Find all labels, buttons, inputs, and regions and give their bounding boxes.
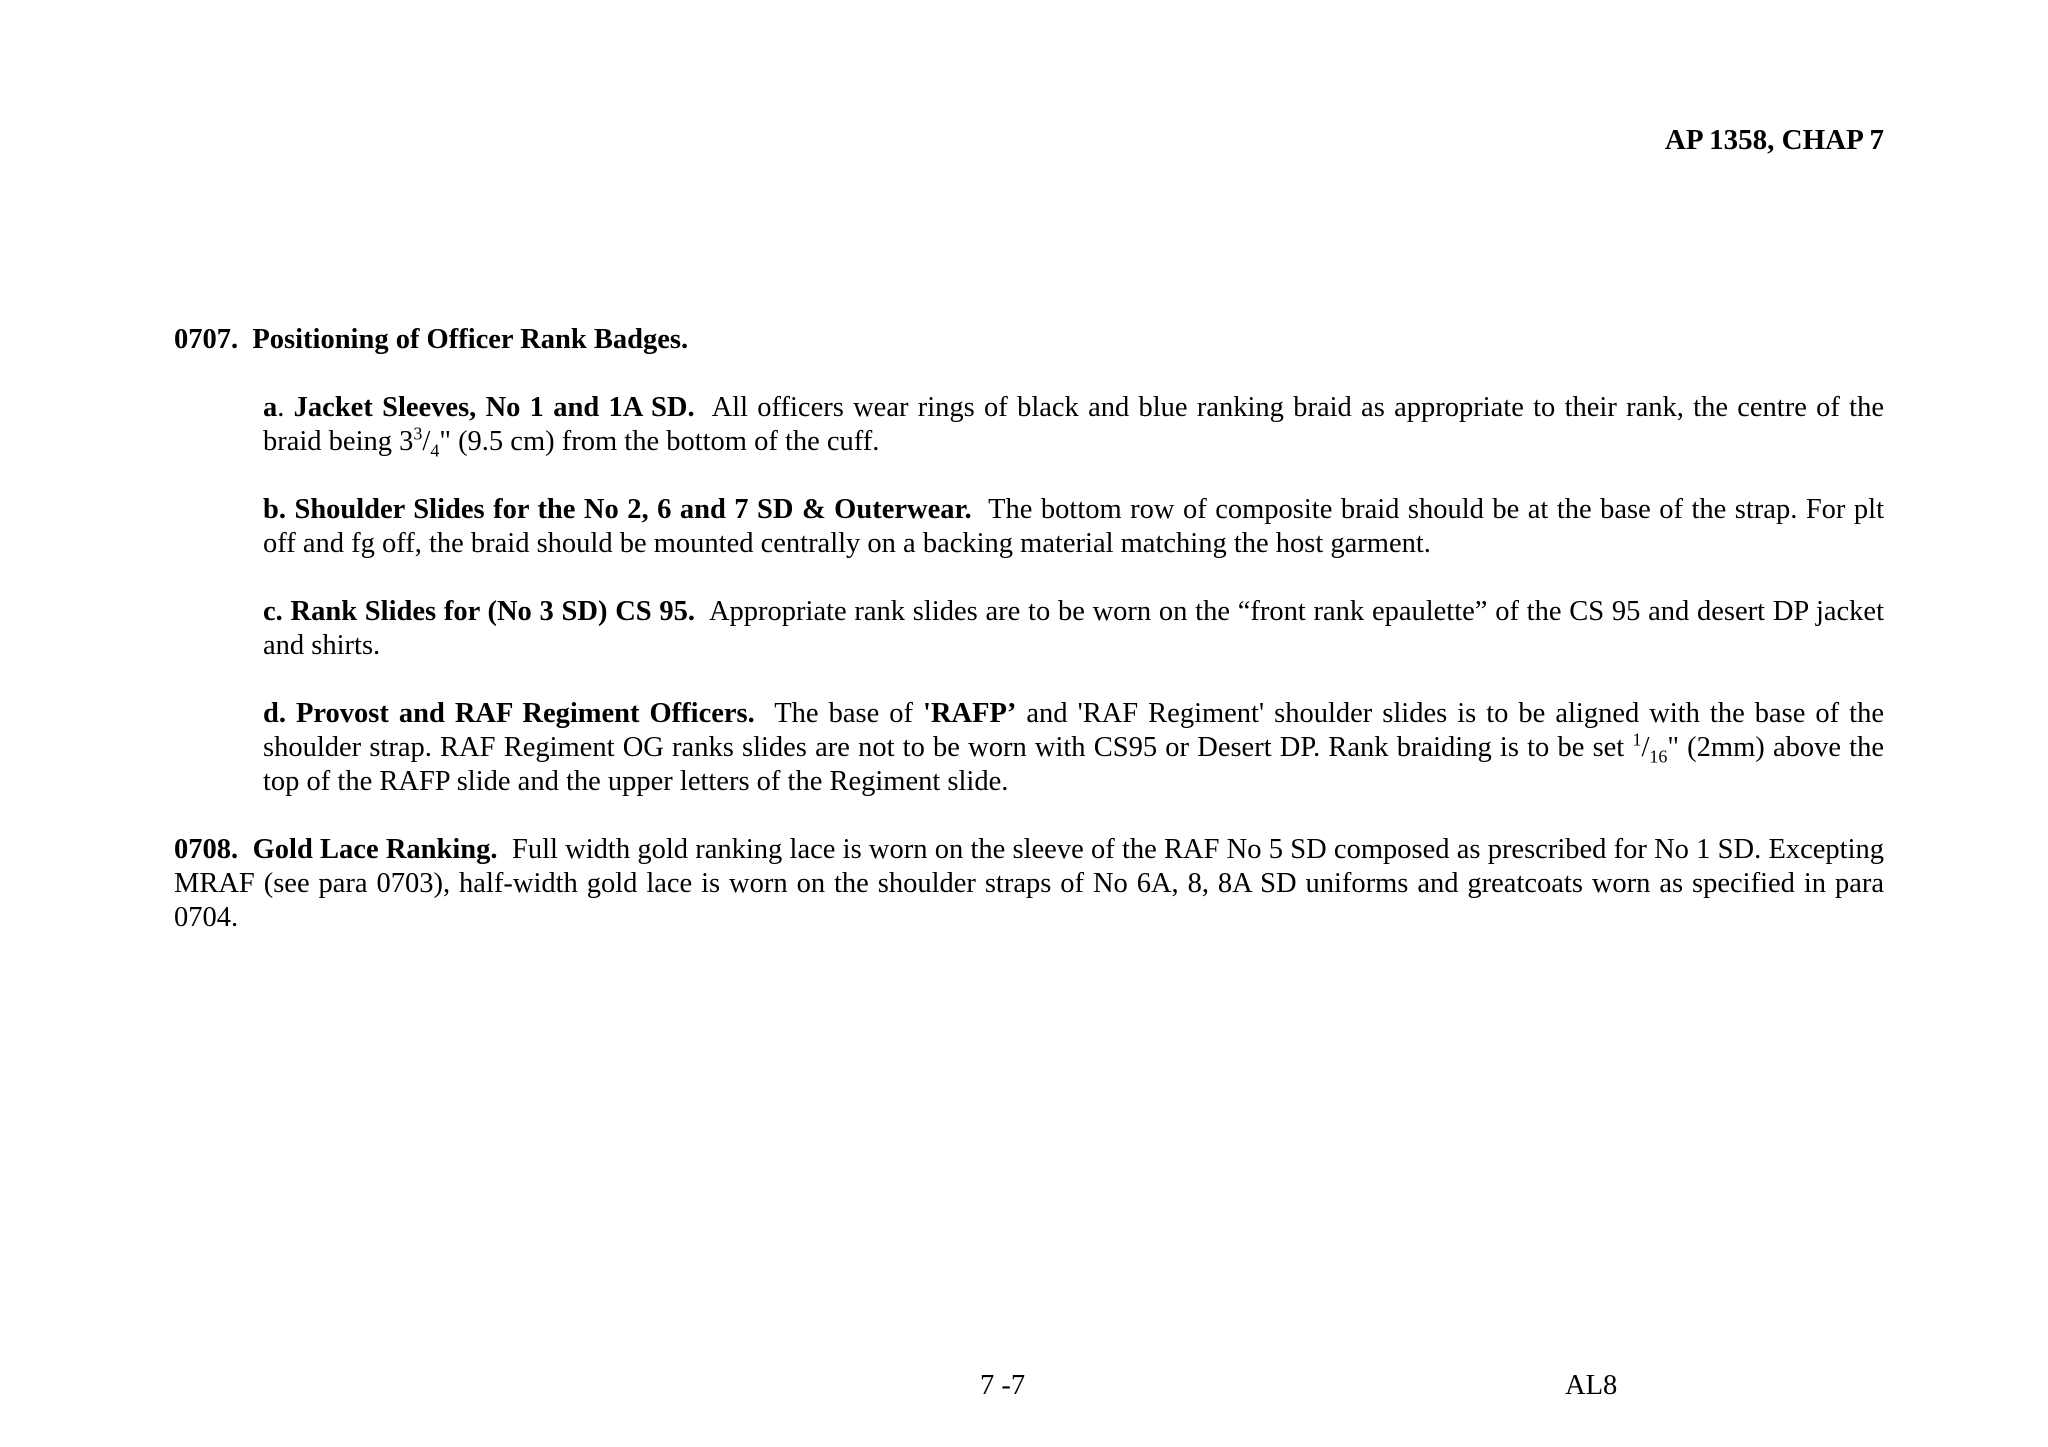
section-0708-title: Gold Lace Ranking. bbox=[252, 834, 498, 865]
subpara-d-bold-term: 'RAFP’ bbox=[923, 698, 1017, 729]
section-0708-text: Full width gold ranking lace is worn on the sleeve of the RAF No 5 SD composed as prescribed for No 1 SD. Excepting MRAF (see para 0703), half-width gold lace is worn on the shoulder straps of No 6A, 8, 8A SD uniforms and greatcoats worn as specified in para 0704. bbox=[174, 834, 1885, 933]
document-body bbox=[174, 323, 1884, 935]
subpara-a-text-1: All officers wear rings of black and blue ranking braid as appropriate to their rank, the centre of the braid being 3 bbox=[263, 392, 1885, 457]
subpara-a-letter: a bbox=[263, 392, 278, 423]
subpara-d-fraction-slash: / bbox=[1641, 732, 1650, 763]
subpara-c-text: Appropriate rank slides are to be worn on the “front rank epaulette” of the CS 95 and desert DP jacket and shirts. bbox=[263, 596, 1884, 661]
subpara-d-text-2: and 'RAF Regiment' shoulder slides is to be aligned with the base of the shoulder strap. RAF Regiment OG ranks slides are not to be worn with CS95 or Desert DP. Rank braiding is to be set bbox=[263, 698, 1884, 763]
subpara-a-text-2: " (9.5 cm) from the bottom of the cuff. bbox=[439, 426, 880, 457]
subpara-b-title: b. Shoulder Slides for the No 2, 6 and 7 SD & Outerwear. bbox=[263, 494, 972, 525]
subpara-a-fraction-denominator: 4 bbox=[430, 440, 440, 461]
subpara-d-title: d. Provost and RAF Regiment Officers. bbox=[263, 698, 755, 729]
subpara-d-text-3: " (2mm) above the top of the RAFP slide and the upper letters of the Regiment slide. bbox=[263, 732, 1885, 797]
section-0707-number: 0707. bbox=[174, 324, 239, 355]
section-0708-number: 0708. bbox=[174, 834, 239, 865]
subpara-c-title: c. Rank Slides for (No 3 SD) CS 95. bbox=[263, 596, 696, 627]
subpara-d bbox=[263, 697, 1884, 799]
section-0707-title: Positioning of Officer Rank Badges. bbox=[252, 324, 689, 355]
document-reference-header: AP 1358, CHAP 7 bbox=[1664, 124, 1884, 156]
subpara-d-text-1: The base of bbox=[774, 698, 913, 729]
subpara-d-fraction-numerator: 1 bbox=[1632, 729, 1642, 750]
subpara-d-fraction-denominator: 16 bbox=[1649, 746, 1668, 767]
amendment-list-label: AL8 bbox=[1565, 1370, 1618, 1401]
subpara-b bbox=[263, 493, 1884, 561]
section-0707-heading bbox=[174, 323, 1884, 357]
subpara-b-text: The bottom row of composite braid should be at the base of the strap. For plt off and fg off, the braid should be mounted centrally on a backing material matching the host garment. bbox=[263, 494, 1884, 559]
section-0708-paragraph bbox=[174, 833, 1884, 935]
subpara-a-fraction-numerator: 3 bbox=[413, 423, 423, 444]
subpara-a-separator: . bbox=[277, 392, 285, 423]
subpara-a-title: Jacket Sleeves, No 1 and 1A SD. bbox=[293, 392, 695, 423]
page-number: 7 -7 bbox=[980, 1370, 1026, 1401]
subpara-c bbox=[263, 595, 1884, 663]
subpara-a-fraction-slash: / bbox=[422, 426, 431, 457]
subpara-a bbox=[263, 391, 1884, 459]
